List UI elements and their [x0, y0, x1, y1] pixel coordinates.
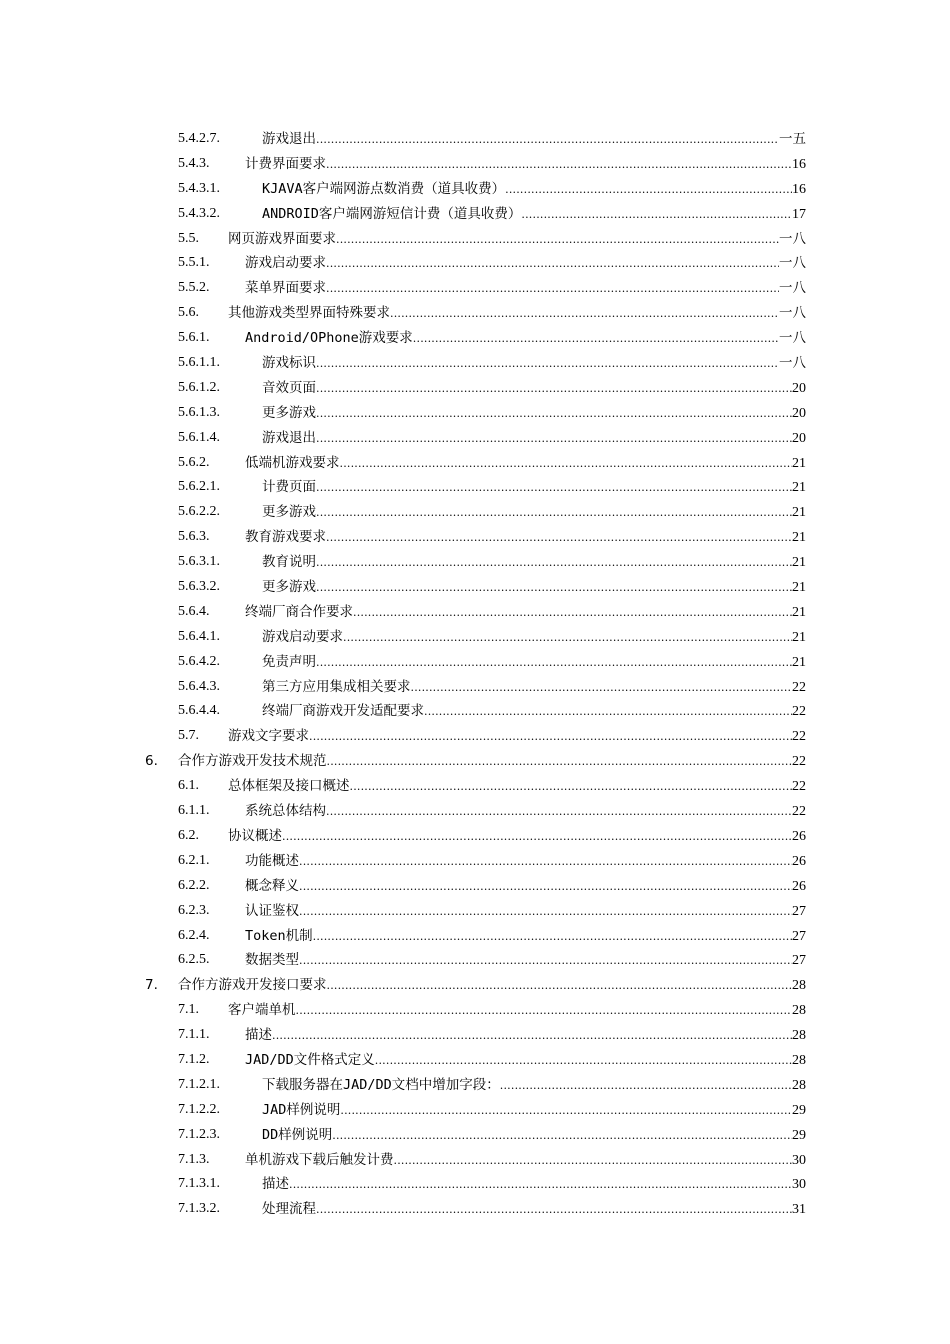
toc-entry-title: 游戏退出	[262, 131, 316, 147]
toc-entry-title: 游戏标识	[262, 355, 316, 372]
toc-entry-body	[245, 1023, 806, 1049]
toc-entry-number: 6.2.	[178, 827, 199, 843]
toc-entry-body	[262, 475, 806, 501]
dot-leader	[316, 352, 779, 377]
toc-entry-title: 更多游戏	[262, 579, 316, 596]
toc-entry-title: 数据类型	[245, 952, 299, 969]
toc-entry[interactable]	[0, 600, 950, 625]
toc-entry-page-number: 21	[792, 629, 806, 645]
toc-entry-title: 合作方游戏开发接口要求	[178, 977, 327, 994]
toc-entry-title: 终端厂商合作要求	[245, 603, 353, 620]
toc-entry-page-number: 21	[792, 580, 806, 596]
toc-entry-number: 5.6.1.2.	[178, 379, 220, 395]
toc-entry-title: JAD/DD文件格式定义	[245, 1051, 375, 1068]
toc-entry[interactable]	[0, 525, 950, 550]
toc-entry-number: 6.	[145, 753, 158, 770]
toc-entry[interactable]	[0, 152, 950, 177]
toc-entry-number: 7.1.2.2.	[178, 1101, 220, 1117]
toc-entry[interactable]	[0, 426, 950, 451]
toc-entry[interactable]	[0, 948, 950, 973]
toc-entry-page-number: 27	[792, 903, 806, 919]
toc-entry-title: 更多游戏	[262, 504, 316, 521]
dot-leader	[326, 526, 792, 551]
toc-entry-page-number: 22	[792, 754, 806, 770]
toc-entry-title: 计费页面	[262, 479, 316, 496]
toc-entry-number: 6.2.3.	[178, 902, 210, 918]
dot-leader	[336, 228, 779, 253]
toc-entry-number: 5.6.1.4.	[178, 429, 220, 445]
toc-entry-page-number: 29	[792, 1102, 806, 1118]
toc-entry[interactable]	[0, 849, 950, 874]
toc-entry[interactable]	[0, 774, 950, 799]
toc-entry[interactable]	[0, 799, 950, 824]
toc-entry-body	[245, 799, 806, 825]
toc-entry[interactable]	[0, 401, 950, 426]
toc-entry-number: 6.1.1.	[178, 803, 210, 819]
toc-entry-title: 游戏退出	[262, 429, 316, 446]
toc-entry-number: 6.2.1.	[178, 852, 210, 868]
table-of-contents	[0, 127, 950, 1222]
toc-entry-body	[262, 550, 806, 576]
dot-leader	[299, 900, 792, 925]
toc-entry-body	[262, 401, 806, 427]
toc-entry-page-number: 20	[792, 430, 806, 446]
toc-entry-number: 5.4.3.2.	[178, 205, 220, 221]
toc-entry-title: 更多游戏	[262, 404, 316, 421]
toc-entry-body	[245, 874, 806, 900]
toc-entry-body	[245, 1048, 806, 1074]
toc-entry-body	[262, 177, 806, 203]
toc-entry-body	[262, 1098, 806, 1124]
toc-entry-title: 认证鉴权	[245, 902, 299, 919]
dot-leader	[505, 178, 792, 203]
toc-entry[interactable]	[0, 251, 950, 276]
toc-entry-body	[262, 575, 806, 601]
toc-entry-body	[245, 948, 806, 974]
toc-entry-number: 5.4.2.7.	[178, 131, 220, 146]
toc-entry[interactable]	[0, 1172, 950, 1197]
toc-entry-title: 游戏启动要求	[245, 255, 326, 272]
toc-entry[interactable]	[0, 177, 950, 202]
toc-entry-page-number: 一八	[779, 280, 806, 297]
toc-entry-body	[262, 127, 806, 153]
toc-entry-title: 其他游戏类型界面特殊要求	[228, 305, 390, 322]
toc-entry-page-number: 22	[792, 779, 806, 795]
dot-leader	[340, 452, 793, 477]
toc-entry-body	[262, 625, 806, 651]
toc-entry[interactable]	[0, 1197, 950, 1222]
toc-entry-page-number: 28	[792, 978, 806, 994]
toc-entry-number: 5.6.1.3.	[178, 404, 220, 420]
toc-entry-page-number: 21	[792, 530, 806, 546]
toc-entry-body	[245, 924, 806, 950]
toc-entry-body	[262, 675, 806, 701]
toc-entry-body	[245, 276, 806, 302]
dot-leader	[299, 850, 792, 875]
toc-entry-page-number: 16	[792, 181, 806, 197]
toc-entry-body	[228, 998, 806, 1024]
toc-entry-page-number: 20	[792, 405, 806, 421]
toc-entry[interactable]	[0, 973, 950, 998]
toc-entry[interactable]	[0, 749, 950, 774]
toc-entry-number: 5.4.3.	[178, 155, 210, 171]
toc-entry-body	[262, 376, 806, 402]
toc-entry-title: 总体框架及接口概述	[228, 778, 350, 795]
toc-entry-title: 音效页面	[262, 379, 316, 396]
toc-entry[interactable]	[0, 475, 950, 500]
toc-entry-number: 5.6.1.1.	[178, 355, 220, 371]
toc-entry-title: JAD样例说明	[262, 1101, 341, 1118]
dot-leader	[316, 476, 792, 501]
toc-entry-page-number: 21	[792, 555, 806, 571]
toc-entry-body	[178, 973, 806, 999]
toc-entry-page-number: 30	[792, 1152, 806, 1168]
toc-entry-page-number: 27	[792, 953, 806, 969]
toc-entry-body	[245, 849, 806, 875]
toc-entry-number: 7.1.3.	[178, 1151, 210, 1167]
toc-entry-body	[245, 525, 806, 551]
toc-entry-title: 处理流程	[262, 1201, 316, 1218]
dot-leader	[327, 750, 793, 775]
toc-entry-page-number: 29	[792, 1127, 806, 1143]
toc-entry[interactable]	[0, 824, 950, 849]
toc-entry-title: 单机游戏下载后触发计费	[245, 1151, 394, 1168]
toc-entry-number: 6.2.4.	[178, 927, 210, 943]
toc-entry-body	[262, 202, 806, 228]
dot-leader	[326, 800, 792, 825]
toc-entry-body	[262, 1172, 806, 1198]
toc-entry-page-number: 28	[792, 1077, 806, 1093]
toc-entry[interactable]	[0, 1073, 950, 1098]
toc-entry[interactable]	[0, 202, 950, 227]
toc-entry-page-number: 一八	[779, 305, 806, 322]
toc-entry-page-number: 一八	[779, 230, 806, 247]
toc-entry-number: 5.6.2.2.	[178, 504, 220, 520]
toc-entry-title: 合作方游戏开发技术规范	[178, 753, 327, 770]
toc-entry-number: 7.1.1.	[178, 1027, 210, 1043]
toc-entry-title: 教育说明	[262, 554, 316, 571]
toc-entry-title: 客户端单机	[228, 1002, 296, 1019]
toc-entry-page-number: 22	[792, 679, 806, 695]
dot-leader	[316, 128, 779, 153]
toc-entry[interactable]	[0, 998, 950, 1023]
dot-leader	[316, 651, 792, 676]
dot-leader	[340, 1099, 792, 1124]
toc-entry-body	[228, 227, 806, 253]
toc-entry-title: KJAVA客户端网游点数消费（道具收费）	[262, 180, 506, 197]
toc-entry[interactable]	[0, 500, 950, 525]
toc-entry-title: ANDROID客户端网游短信计费（道具收费）	[262, 205, 522, 222]
toc-entry-body	[228, 301, 806, 327]
toc-entry-page-number: 28	[792, 1028, 806, 1044]
toc-entry-body	[228, 724, 806, 750]
toc-entry[interactable]	[0, 699, 950, 724]
dot-leader	[309, 725, 792, 750]
toc-entry-title: 游戏文字要求	[228, 728, 309, 745]
toc-entry-title: 下载服务器在JAD/DD文档中增加字段：	[262, 1076, 500, 1093]
dot-leader	[424, 700, 792, 725]
toc-entry-title: 游戏启动要求	[262, 628, 343, 645]
toc-entry-body	[262, 500, 806, 526]
toc-entry[interactable]	[0, 351, 950, 376]
toc-entry[interactable]	[0, 376, 950, 401]
toc-entry-title: DD样例说明	[262, 1126, 333, 1143]
toc-entry-page-number: 28	[792, 1052, 806, 1068]
toc-entry-number: 5.6.4.1.	[178, 628, 220, 644]
toc-entry-body	[262, 426, 806, 452]
dot-leader	[500, 1074, 792, 1099]
toc-entry-page-number: 22	[792, 729, 806, 745]
dot-leader	[299, 875, 792, 900]
toc-entry-body	[245, 899, 806, 925]
toc-entry-page-number: 21	[792, 455, 806, 471]
dot-leader	[289, 1173, 792, 1198]
toc-entry-title: 描述	[262, 1176, 289, 1193]
toc-entry-page-number: 21	[792, 505, 806, 521]
toc-entry[interactable]	[0, 326, 950, 351]
dot-leader	[350, 775, 793, 800]
toc-entry-body	[262, 1073, 806, 1099]
toc-entry-page-number: 26	[792, 828, 806, 844]
toc-entry-number: 5.6.4.	[178, 603, 210, 619]
toc-entry-page-number: 17	[792, 206, 806, 222]
toc-entry[interactable]	[0, 1148, 950, 1173]
toc-entry-number: 5.5.2.	[178, 280, 210, 296]
toc-entry-body	[245, 451, 806, 477]
toc-entry-number: 7.	[145, 977, 158, 994]
toc-entry-title: 低端机游戏要求	[245, 454, 340, 471]
toc-entry-body	[228, 824, 806, 850]
toc-entry-number: 5.4.3.1.	[178, 180, 220, 196]
toc-entry-number: 5.6.3.	[178, 529, 210, 545]
toc-entry-page-number: 一八	[779, 355, 806, 372]
toc-entry-body	[245, 326, 806, 352]
toc-entry-body	[262, 351, 806, 377]
toc-entry-number: 5.7.	[178, 728, 199, 744]
toc-entry-number: 5.5.1.	[178, 255, 210, 271]
toc-entry-number: 7.1.2.3.	[178, 1126, 220, 1142]
toc-entry-page-number: 一八	[779, 255, 806, 272]
dot-leader	[326, 252, 779, 277]
toc-entry[interactable]	[0, 575, 950, 600]
toc-entry-title: 计费界面要求	[245, 155, 326, 172]
toc-entry[interactable]	[0, 675, 950, 700]
toc-entry[interactable]	[0, 650, 950, 675]
dot-leader	[326, 153, 792, 178]
toc-entry-number: 5.6.1.	[178, 330, 210, 346]
toc-entry[interactable]	[0, 127, 950, 152]
toc-entry-number: 7.1.2.1.	[178, 1076, 220, 1092]
toc-entry-title: 描述	[245, 1027, 272, 1044]
dot-leader	[316, 501, 792, 526]
toc-entry-number: 7.1.3.2.	[178, 1201, 220, 1217]
toc-entry-page-number: 30	[792, 1177, 806, 1193]
toc-entry[interactable]	[0, 451, 950, 476]
toc-entry-page-number: 一八	[779, 330, 806, 347]
toc-entry[interactable]	[0, 1098, 950, 1123]
dot-leader	[375, 1049, 792, 1074]
toc-entry-number: 5.5.	[178, 230, 199, 246]
toc-entry-number: 5.6.2.1.	[178, 479, 220, 495]
dot-leader	[353, 601, 792, 626]
toc-entry-number: 6.2.2.	[178, 877, 210, 893]
toc-entry-number: 5.6.4.2.	[178, 653, 220, 669]
dot-leader	[313, 925, 792, 950]
toc-entry-title: 免责声明	[262, 653, 316, 670]
toc-entry-number: 5.6.3.1.	[178, 554, 220, 570]
toc-entry[interactable]	[0, 276, 950, 301]
toc-entry[interactable]	[0, 550, 950, 575]
toc-entry[interactable]	[0, 874, 950, 899]
toc-entry[interactable]	[0, 625, 950, 650]
toc-entry-page-number: 26	[792, 878, 806, 894]
dot-leader	[316, 427, 792, 452]
dot-leader	[296, 999, 793, 1024]
toc-entry-title: 概念释义	[245, 877, 299, 894]
toc-entry-body	[262, 1197, 806, 1223]
dot-leader	[390, 302, 779, 327]
toc-entry-number: 5.6.3.2.	[178, 579, 220, 595]
toc-entry-page-number: 21	[792, 480, 806, 496]
toc-entry-number: 5.6.2.	[178, 454, 210, 470]
dot-leader	[326, 277, 779, 302]
toc-entry-page-number: 21	[792, 604, 806, 620]
dot-leader	[411, 676, 793, 701]
toc-entry-page-number: 16	[792, 156, 806, 172]
dot-leader	[413, 327, 779, 352]
toc-entry-title: 教育游戏要求	[245, 529, 326, 546]
toc-entry-body	[178, 749, 806, 775]
toc-entry-page-number: 21	[792, 654, 806, 670]
dot-leader	[272, 1024, 792, 1049]
toc-entry-page-number: 22	[792, 704, 806, 720]
toc-entry-page-number: 28	[792, 1003, 806, 1019]
dot-leader	[299, 949, 792, 974]
dot-leader	[343, 626, 792, 651]
toc-entry-title: 菜单界面要求	[245, 280, 326, 297]
toc-entry-page-number: 31	[792, 1202, 806, 1218]
dot-leader	[521, 203, 792, 228]
toc-entry-body	[262, 1123, 806, 1149]
dot-leader	[282, 825, 792, 850]
toc-entry-body	[262, 699, 806, 725]
toc-entry[interactable]	[0, 1123, 950, 1148]
toc-entry-title: 功能概述	[245, 852, 299, 869]
toc-entry-number: 5.6.4.3.	[178, 678, 220, 694]
toc-entry[interactable]	[0, 1048, 950, 1073]
toc-entry-page-number: 26	[792, 853, 806, 869]
toc-entry-number: 5.6.4.4.	[178, 703, 220, 719]
dot-leader	[316, 377, 792, 402]
toc-entry-title: 终端厂商游戏开发适配要求	[262, 703, 424, 720]
toc-entry[interactable]	[0, 899, 950, 924]
toc-entry[interactable]	[0, 924, 950, 949]
dot-leader	[327, 974, 793, 999]
toc-entry-number: 7.1.2.	[178, 1051, 210, 1067]
toc-entry-body	[245, 251, 806, 277]
toc-entry-title: Token机制	[245, 927, 313, 944]
toc-entry-page-number: 一五	[779, 131, 806, 147]
dot-leader	[316, 1198, 792, 1223]
toc-entry-body	[245, 152, 806, 178]
toc-entry-title: 协议概述	[228, 827, 282, 844]
toc-entry[interactable]	[0, 227, 950, 252]
toc-entry-page-number: 27	[792, 928, 806, 944]
dot-leader	[316, 576, 792, 601]
toc-entry-body	[228, 774, 806, 800]
toc-entry[interactable]	[0, 1023, 950, 1048]
toc-entry-number: 6.1.	[178, 778, 199, 794]
toc-entry-title: Android/OPhone游戏要求	[245, 330, 413, 347]
toc-entry-title: 第三方应用集成相关要求	[262, 678, 411, 695]
toc-entry-number: 5.6.	[178, 305, 199, 321]
toc-entry[interactable]	[0, 301, 950, 326]
toc-entry[interactable]	[0, 724, 950, 749]
toc-entry-body	[245, 1148, 806, 1174]
toc-entry-title: 系统总体结构	[245, 803, 326, 820]
dot-leader	[316, 402, 792, 427]
toc-entry-page-number: 20	[792, 380, 806, 396]
dot-leader	[332, 1124, 792, 1149]
toc-entry-number: 7.1.3.1.	[178, 1176, 220, 1192]
toc-entry-body	[262, 650, 806, 676]
dot-leader	[316, 551, 792, 576]
dot-leader	[394, 1149, 793, 1174]
toc-entry-number: 7.1.	[178, 1002, 199, 1018]
toc-entry-number: 6.2.5.	[178, 952, 210, 968]
toc-entry-title: 网页游戏界面要求	[228, 230, 336, 247]
toc-entry-body	[245, 600, 806, 626]
toc-entry-page-number: 22	[792, 804, 806, 820]
